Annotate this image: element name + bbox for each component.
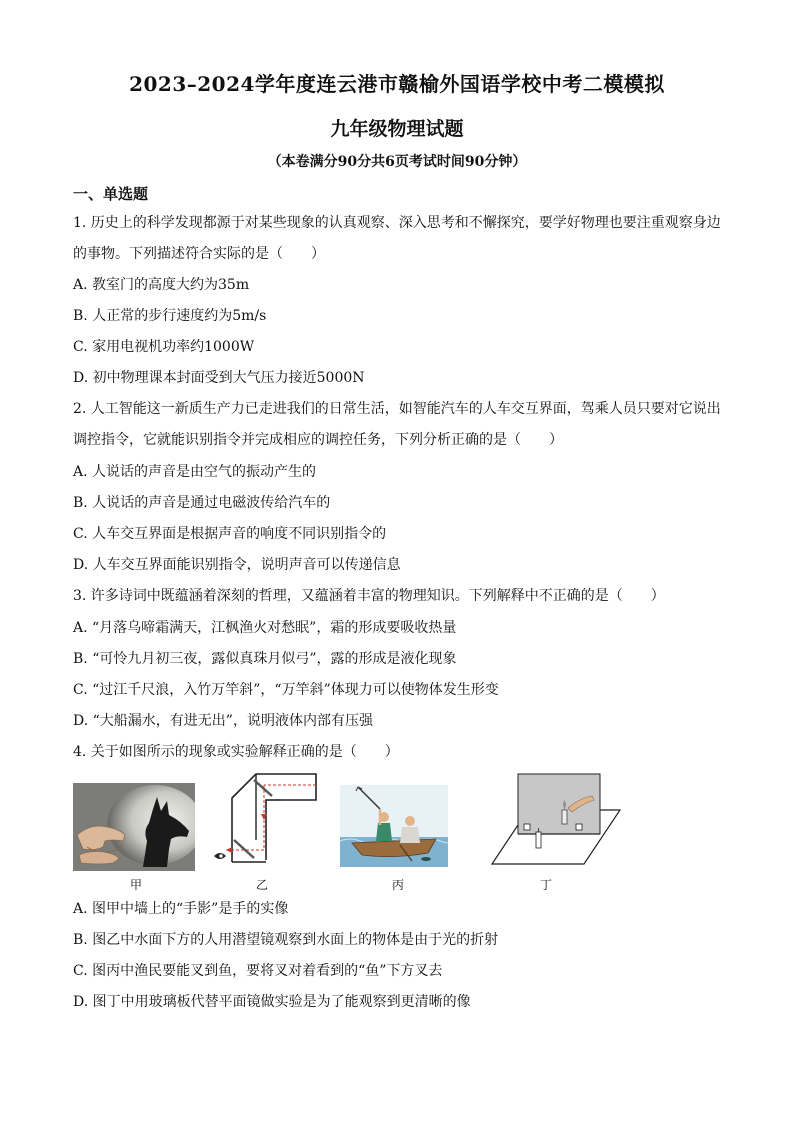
q3-option-a: A. “月落乌啼霜满天，江枫渔火对愁眠”，霜的形成要吸收热量	[73, 620, 457, 636]
q2-stem-line1: 2. 人工智能这一新质生产力已走进我们的日常生活，如智能汽车的人车交互界面，驾乘人员只要对它说出	[73, 401, 721, 417]
q4-option-c: C. 图丙中渔民要能叉到鱼，要将叉对着看到的“鱼”下方叉去	[73, 963, 443, 979]
section-title: 一、单选题	[73, 185, 149, 203]
q3-option-c: C. “过江千尺浪，入竹万竿斜”，“万竿斜”体现力可以使物体发生形变	[73, 682, 499, 698]
q1-stem-line1: 1. 历史上的科学发现都源于对某些现象的认真观察、深入思考和不懈探究，要学好物理也要注重观察身边	[73, 215, 721, 231]
q2-option-d: D. 人车交互界面能识别指令，说明声音可以传递信息	[73, 557, 401, 573]
q2-option-a: A. 人说话的声音是由空气的振动产生的	[73, 464, 317, 480]
caption-bing: 丙	[392, 878, 405, 892]
figure-glass-plate	[488, 770, 622, 868]
q2-option-b: B. 人说话的声音是通过电磁波传给汽车的	[73, 495, 331, 511]
q1-option-c: C. 家用电视机功率约1000W	[73, 339, 255, 355]
q3-option-d: D. “大船漏水，有进无出”，说明液体内部有压强	[73, 713, 373, 729]
caption-yi: 乙	[256, 878, 269, 892]
q4-option-b: B. 图乙中水面下方的人用潜望镜观察到水面上的物体是由于光的折射	[73, 932, 499, 948]
q1-option-a: A. 教室门的高度大约为35m	[73, 277, 250, 293]
exam-note: （本卷满分90分共6页考试时间90分钟）	[267, 154, 527, 170]
figure-periscope	[212, 770, 322, 870]
q4-option-d: D. 图丁中用玻璃板代替平面镜做实验是为了能观察到更清晰的像	[73, 994, 471, 1010]
q2-option-c: C. 人车交互界面是根据声音的响度不同识别指令的	[73, 526, 387, 542]
exam-subtitle: 九年级物理试题	[330, 118, 464, 140]
q1-option-b: B. 人正常的步行速度约为5m/s	[73, 308, 267, 324]
q4-stem: 4. 关于如图所示的现象或实验解释正确的是（ ）	[73, 744, 399, 760]
q1-option-d: D. 初中物理课本封面受到大气压力接近5000N	[73, 370, 365, 386]
figure-fisherman	[340, 785, 448, 867]
q4-option-a: A. 图甲中墙上的“手影”是手的实像	[73, 901, 289, 917]
q2-stem-line2: 调控指令，它就能识别指令并完成相应的调控任务，下列分析正确的是（ ）	[73, 432, 563, 448]
q3-option-b: B. “可怜九月初三夜，露似真珠月似弓”，露的形成是液化现象	[73, 651, 457, 667]
caption-jia: 甲	[130, 878, 143, 892]
figure-hand-shadow	[73, 783, 195, 871]
q1-stem-line2: 的事物。下列描述符合实际的是（ ）	[73, 246, 325, 262]
q3-stem: 3. 许多诗词中既蕴涵着深刻的哲理，又蕴涵着丰富的物理知识。下列解释中不正确的是（ ）	[73, 588, 665, 604]
exam-title: 2023–2024学年度连云港市赣榆外国语学校中考二模模拟	[129, 72, 665, 96]
caption-ding: 丁	[540, 878, 553, 892]
